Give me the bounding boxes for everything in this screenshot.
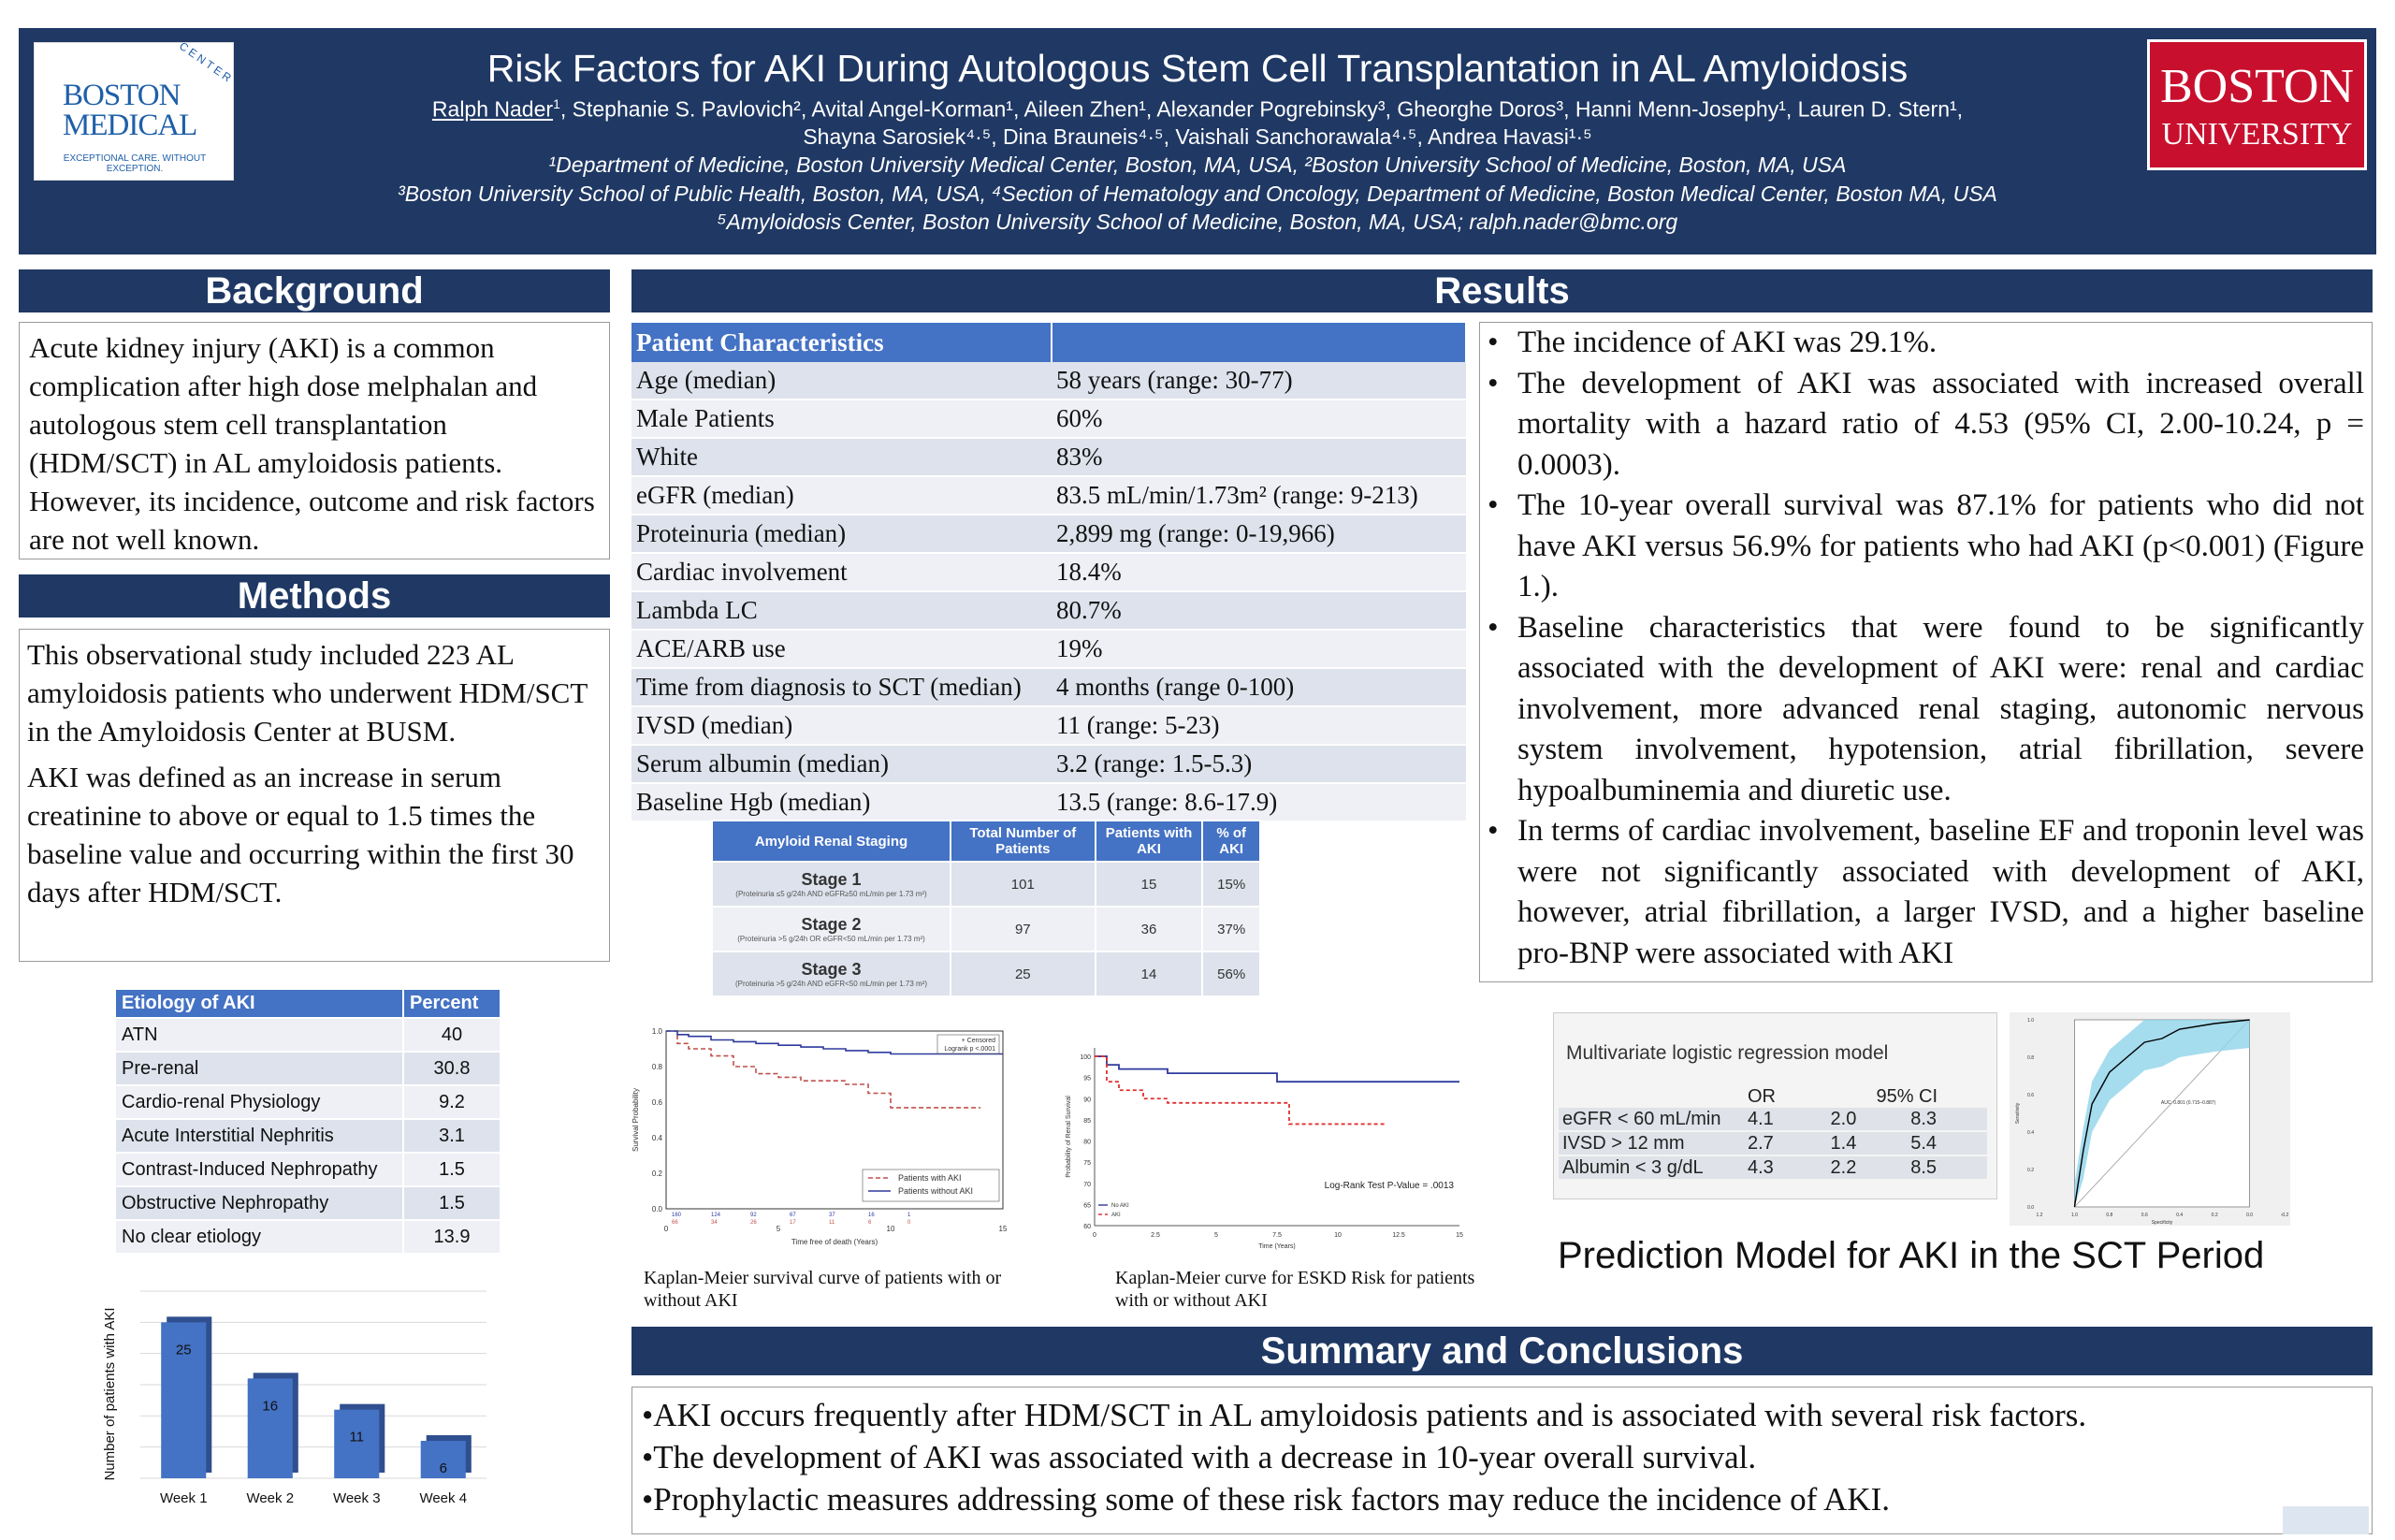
series-line (1095, 1056, 1386, 1124)
pc-label-cell: IVSD (median) (631, 706, 1052, 745)
x-tick-label: 2.5 (1151, 1232, 1160, 1239)
series-line (666, 1031, 980, 1108)
y-axis-label: Sensitivity (2015, 1102, 2021, 1125)
x-axis-label: Time (Years) (1258, 1243, 1296, 1250)
y-axis-label: Survival Probability (631, 1087, 640, 1153)
table-row (115, 1186, 501, 1220)
boston-university-logo (2147, 39, 2367, 170)
eskd-caption: Kaplan-Meier curve for ESKD Risk for patients with or without AKI (1115, 1268, 1475, 1311)
percent-cell: 1.5 (403, 1186, 501, 1220)
boston-medical-center-logo (34, 38, 237, 181)
y-tick-label: 0.0 (2027, 1205, 2034, 1211)
x-tick-label: 7.5 (1272, 1232, 1282, 1239)
logrank-annotation: Logrank p <.0001 (944, 1046, 995, 1053)
staging-aki-cell: 36 (1096, 907, 1203, 952)
pc-label-cell: eGFR (median) (631, 476, 1052, 515)
risk-table-value: 0 (907, 1220, 911, 1226)
bar-value-label: 16 (262, 1398, 279, 1415)
etiology-cell: Contrast-Induced Nephropathy (115, 1153, 403, 1186)
table-row (712, 862, 1260, 907)
km-caption: Kaplan-Meier survival curve of patients with or without AKI (644, 1268, 1002, 1311)
table-row (1559, 1108, 1987, 1131)
pc-value-cell: 13.5 (range: 8.6-17.9) (1052, 783, 1466, 821)
x-tick-label: 15 (1456, 1232, 1463, 1239)
staging-header-row (712, 821, 1260, 862)
y-tick-label: 0.2 (651, 1170, 662, 1178)
auc-annotation: AUC: 0.801 (0.715–0.887) (2160, 1100, 2216, 1106)
staging-total-cell: 101 (951, 862, 1096, 907)
risk-table-value: 67 (790, 1213, 796, 1218)
table-row (115, 1153, 501, 1186)
patient-characteristics-table (631, 323, 1467, 822)
stage-label: Stage 2 (801, 915, 862, 934)
x-tick-label: 10 (1334, 1232, 1342, 1239)
summary-line: •The development of AKI was associated with a decrease in 10-year overall survival. (642, 1439, 1757, 1475)
risk-table-value: 26 (750, 1220, 757, 1226)
background-box (19, 322, 610, 559)
pc-col-header-2 (1052, 323, 1466, 362)
risk-table-value: 92 (750, 1213, 757, 1218)
y-tick-label: 95 (1083, 1075, 1091, 1082)
corner-placeholder (2283, 1506, 2369, 1534)
y-tick-label: 0.8 (2027, 1055, 2034, 1061)
legend-label: No AKI (1111, 1203, 1129, 1209)
x-tick-label: 1.2 (2036, 1213, 2043, 1218)
y-tick-label: 0.6 (651, 1098, 662, 1107)
affiliation-line-3: ⁵Amyloidosis Center, Boston University School of Medicine, Boston, MA, USA; ralph.nader@bmc.org (717, 210, 1678, 234)
table-row (712, 907, 1260, 952)
affiliation-line-2: ³Boston University School of Public Health, Boston, MA, USA, ⁴Section of Hematology and Oncology, Department of Medicine, Boston Medical Center, Boston MA, USA (398, 182, 1997, 206)
results-bullet-list (1480, 323, 2372, 974)
risk-table-value: 37 (829, 1213, 835, 1218)
pc-label-cell: ACE/ARB use (631, 630, 1052, 668)
table-row (631, 553, 1466, 591)
percent-cell: 9.2 (403, 1085, 501, 1119)
staging-col-header: Amyloid Renal Staging (712, 821, 951, 862)
risk-table-value: 6 (868, 1220, 872, 1226)
etiology-header-row (115, 989, 501, 1018)
percent-cell: 1.5 (403, 1153, 501, 1186)
x-tick-label: -0.2 (2280, 1213, 2289, 1218)
aki-col-header: Patients with AKI (1096, 821, 1203, 862)
stage-cell (712, 952, 951, 996)
y-tick-label: 75 (1083, 1160, 1091, 1168)
results-bullet: • In terms of cardiac involvement, baseline EF and troponin level was were not significantly associated with development of AKI, however, atrial fibrillation, a larger IVSD, and a higher baseline pro-BNP were associated with AKI (1517, 811, 2364, 974)
table-row (1559, 1131, 1987, 1155)
background-heading: Background (19, 269, 610, 312)
y-tick-label: 0.8 (651, 1063, 662, 1071)
methods-paragraph-1: This observational study included 223 AL amyloidosis patients who underwent HDM/SCT in the Amyloidosis Center at BUSM. (27, 638, 588, 748)
mv-col-header (1559, 1085, 1744, 1108)
pc-label-cell: Serum albumin (median) (631, 745, 1052, 783)
pc-label-cell: Baseline Hgb (median) (631, 783, 1052, 821)
table-row (115, 1018, 501, 1052)
etiology-cell: ATN (115, 1018, 403, 1052)
pc-label-cell: Male Patients (631, 400, 1052, 438)
staging-pct-cell: 56% (1202, 952, 1260, 996)
legend-label: AKI (1111, 1213, 1121, 1218)
bmc-logo-line1: BOSTON (63, 79, 181, 112)
mv-variable-cell: IVSD > 12 mm (1559, 1131, 1744, 1155)
y-tick-label: 1.0 (651, 1027, 662, 1036)
legend-label: Patients without AKI (898, 1186, 974, 1196)
y-tick-label: 0.2 (2027, 1168, 2034, 1173)
risk-table-value: 34 (711, 1220, 718, 1226)
table-row (631, 515, 1466, 553)
staging-total-cell: 97 (951, 907, 1096, 952)
table-row (631, 668, 1466, 706)
pc-value-cell: 4 months (range 0-100) (1052, 668, 1466, 706)
pc-value-cell: 2,899 mg (range: 0-19,966) (1052, 515, 1466, 553)
y-tick-label: 1.0 (2027, 1018, 2034, 1024)
y-tick-label: 85 (1083, 1117, 1091, 1125)
bmc-logo-tagline: EXCEPTIONAL CARE. WITHOUT EXCEPTION. (63, 153, 207, 174)
y-tick-label: 0.4 (651, 1134, 662, 1142)
etiology-cell: Cardio-renal Physiology (115, 1085, 403, 1119)
percent-cell: 13.9 (403, 1220, 501, 1254)
y-tick-label: 100 (1080, 1054, 1091, 1062)
pc-col-header: Patient Characteristics (631, 323, 1052, 362)
authors-line-2: Shayna Sarosiek⁴·⁵, Dina Brauneis⁴·⁵, Vaishali Sanchorawala⁴·⁵, Andrea Havasi¹·⁵ (803, 124, 1592, 149)
table-row (631, 630, 1466, 668)
y-tick-label: 65 (1083, 1202, 1091, 1210)
results-bullet: • Baseline characteristics that were found to be significantly associated with the development of AKI were: renal and cardiac involvement, more advanced renal staging, autonomic nervous system involvement, hypotension, atrial fibrillation, severe hypoalbuminemia and diuretic use. (1517, 608, 2364, 812)
pc-value-cell: 60% (1052, 400, 1466, 438)
etiology-cell: No clear etiology (115, 1220, 403, 1254)
risk-table-value: 66 (672, 1220, 678, 1226)
mv-or-cell: 4.1 (1744, 1108, 1827, 1131)
presenting-author: Ralph Nader (431, 96, 554, 122)
logrank-annotation: Log-Rank Test P-Value = .0013 (1324, 1181, 1454, 1191)
pc-value-cell: 58 years (range: 30-77) (1052, 362, 1466, 400)
x-tick-label: 5 (776, 1225, 781, 1233)
risk-table-value: 160 (672, 1213, 682, 1218)
mv-ci-high-cell: 5.4 (1907, 1131, 1987, 1155)
table-row (631, 400, 1466, 438)
y-axis-label: Number of patients with AKI (102, 1307, 118, 1481)
mv-or-header: OR (1748, 1085, 1776, 1107)
stage-criteria: (Proteinuria >5 g/24h OR eGFR<50 mL/min per 1.73 m²) (737, 935, 925, 943)
stage-criteria: (Proteinuria >5 g/24h AND eGFR<50 mL/min per 1.73 m²) (735, 980, 927, 988)
y-tick-label: 0.0 (651, 1205, 662, 1213)
table-row (631, 591, 1466, 630)
table-row (631, 476, 1466, 515)
y-tick-label: 0.6 (2027, 1093, 2034, 1098)
risk-table-value: 124 (711, 1213, 721, 1218)
pc-value-cell: 19% (1052, 630, 1466, 668)
methods-heading: Methods (19, 574, 610, 617)
authors-line-1 (281, 96, 2114, 123)
bar-value-label: 6 (439, 1460, 447, 1476)
pc-value-cell: 18.4% (1052, 553, 1466, 591)
table-row (115, 1220, 501, 1254)
bmc-logo-line2: MEDICAL (63, 109, 197, 142)
mv-ci-high-cell: 8.3 (1907, 1108, 1987, 1131)
stage-cell (712, 862, 951, 907)
table-row (115, 1052, 501, 1085)
results-findings-box (1479, 322, 2373, 982)
etiology-cell: Pre-renal (115, 1052, 403, 1085)
bar-value-label: 11 (349, 1429, 365, 1446)
y-axis-label: Probability of Renal Survival (1066, 1096, 1072, 1178)
renal-staging-table (711, 820, 1261, 997)
stage-cell (712, 907, 951, 952)
prediction-model-title: Prediction Model for AKI in the SCT Period (1558, 1235, 2265, 1276)
percent-cell: 30.8 (403, 1052, 501, 1085)
x-tick-label: Week 4 (419, 1490, 468, 1506)
affiliation-line-1: ¹Department of Medicine, Boston University Medical Center, Boston, MA, USA, ²Boston University School of Medicine, Boston, MA, USA (548, 153, 1847, 177)
x-tick-label: 0.0 (2246, 1213, 2254, 1218)
table-row (115, 1119, 501, 1153)
x-axis-label: Specificity (2151, 1220, 2173, 1226)
bar-value-label: 25 (175, 1342, 192, 1358)
table-row (631, 783, 1466, 821)
staging-pct-cell: 15% (1202, 862, 1260, 907)
stage-label: Stage 1 (801, 870, 862, 889)
results-bullet: • The 10-year overall survival was 87.1% for patients who did not have AKI versus 56.9% for patients who had AKI (p<0.001) (Figure 1.). (1517, 486, 2364, 608)
etiology-cell: Acute Interstitial Nephritis (115, 1119, 403, 1153)
background-text: Acute kidney injury (AKI) is a common complication after high dose melphalan and autologous stem cell transplantation (HDM/SCT) in AL amyloidosis patients. However, its incidence, outcome and risk factors are not well known. (29, 331, 595, 556)
y-tick-label: 70 (1083, 1181, 1091, 1188)
x-tick-label: Week 3 (332, 1490, 381, 1506)
pc-value-cell: 83% (1052, 438, 1466, 476)
mv-variable-cell: eGFR < 60 mL/min (1559, 1108, 1744, 1131)
table-row (631, 745, 1466, 783)
results-bullet: • The development of AKI was associated with increased overall mortality with a hazard ratio of 4.53 (95% CI, 2.00-10.24, p = 0.0003). (1517, 364, 2364, 487)
authors-rest: , Stephanie S. Pavlovich², Avital Angel-Korman¹, Aileen Zhen¹, Alexander Pogrebinsky³, Gheorghe Doros³, Hanni Menn-Josephy¹, Lauren D. Stern¹, (559, 96, 1964, 122)
percent-cell: 40 (403, 1018, 501, 1052)
pc-label-cell: Time from diagnosis to SCT (median) (631, 668, 1052, 706)
censored-label: + Censored (961, 1038, 995, 1044)
pc-value-cell: 83.5 mL/min/1.73m² (range: 9-213) (1052, 476, 1466, 515)
pc-label-cell: Proteinuria (median) (631, 515, 1052, 553)
series-line (1095, 1056, 1459, 1082)
x-tick-label: 0 (663, 1225, 669, 1233)
staging-aki-cell: 14 (1096, 952, 1203, 996)
mv-ci-low-cell: 2.0 (1827, 1108, 1908, 1131)
x-tick-label: 15 (998, 1225, 1008, 1233)
mv-ci-header: 95% CI (1876, 1085, 1938, 1107)
staging-total-cell: 25 (951, 952, 1096, 996)
table-row (1559, 1155, 1987, 1180)
mv-ci-low-cell: 2.2 (1827, 1155, 1908, 1180)
x-tick-label: Week 2 (246, 1490, 295, 1506)
etiology-cell: Obstructive Nephropathy (115, 1186, 403, 1220)
poster-title: Risk Factors for AKI During Autologous Stem Cell Transplantation in AL Amyloidosis (486, 47, 1909, 90)
x-tick-label: 0.8 (2106, 1213, 2113, 1218)
staging-pct-cell: 37% (1202, 907, 1260, 952)
legend-label: Patients with AKI (898, 1173, 962, 1183)
presenting-author-sup: 1 (553, 96, 560, 111)
pc-label-cell: Age (median) (631, 362, 1052, 400)
results-bullet: • The incidence of AKI was 29.1%. (1517, 323, 2364, 364)
km-survival-chart (629, 1022, 1040, 1265)
summary-line: •AKI occurs frequently after HDM/SCT in AL amyloidosis patients and is associated with several risk factors. (642, 1397, 2087, 1433)
stage-criteria: (Proteinuria ≤5 g/24h AND eGFR≥50 mL/min per 1.73 m²) (735, 890, 927, 898)
bmc-logo-arc: CENTER (177, 38, 237, 87)
pc-value-cell: 11 (range: 5-23) (1052, 706, 1466, 745)
percent-col-header: Percent (403, 989, 501, 1018)
risk-table-value: 17 (790, 1220, 796, 1226)
methods-paragraph-2: AKI was defined as an increase in serum creatinine to above or equal to 1.5 times the baseline value and occurring within the first 30 days after HDM/SCT. (27, 761, 574, 908)
y-tick-label: 0.4 (2027, 1130, 2034, 1136)
total-col-header: Total Number of Patients (951, 821, 1096, 862)
bu-logo-line2: UNIVERSITY (2161, 117, 2353, 152)
x-tick-label: 0.6 (2141, 1213, 2148, 1218)
pc-value-cell: 80.7% (1052, 591, 1466, 630)
pc-value-cell: 3.2 (range: 1.5-5.3) (1052, 745, 1466, 783)
mv-header-row (1559, 1085, 1987, 1108)
table-row (115, 1085, 501, 1119)
x-tick-label: 0 (1093, 1232, 1096, 1239)
y-tick-label: 90 (1083, 1097, 1091, 1104)
x-tick-label: 5 (1214, 1232, 1218, 1239)
table-row (712, 952, 1260, 996)
mv-or-cell: 4.3 (1744, 1155, 1827, 1180)
results-heading: Results (631, 269, 2373, 312)
staging-aki-cell: 15 (1096, 862, 1203, 907)
risk-table-value: 16 (868, 1213, 875, 1218)
etiology-table (114, 988, 501, 1255)
x-tick-label: Week 1 (159, 1490, 208, 1506)
percent-cell: 3.1 (403, 1119, 501, 1153)
bar (248, 1378, 293, 1478)
roc-curve-chart (2010, 1012, 2290, 1226)
multivariate-table (1559, 1085, 1987, 1181)
x-tick-label: 1.0 (2070, 1213, 2078, 1218)
methods-box (19, 629, 610, 962)
etiology-col-header: Etiology of AKI (115, 989, 403, 1018)
summary-box (631, 1387, 2373, 1534)
table-row (631, 362, 1466, 400)
risk-table-value: 11 (829, 1220, 835, 1226)
y-tick-label: 80 (1083, 1139, 1091, 1146)
table-row (631, 706, 1466, 745)
multivariate-title: Multivariate logistic regression model (1566, 1042, 1889, 1064)
aki-by-week-bar-chart (94, 1282, 505, 1525)
table-row (631, 438, 1466, 476)
bu-logo-line1: BOSTON (2159, 60, 2355, 113)
risk-table-value: 1 (907, 1213, 911, 1218)
mv-ci-high-cell: 8.5 (1907, 1155, 1987, 1180)
pc-label-cell: Lambda LC (631, 591, 1052, 630)
y-tick-label: 60 (1083, 1224, 1091, 1230)
x-tick-label: 0.4 (2176, 1213, 2184, 1218)
x-tick-label: 10 (886, 1225, 895, 1233)
mv-ci-low-cell: 1.4 (1827, 1131, 1908, 1155)
stage-label: Stage 3 (801, 960, 862, 979)
pc-header-row (631, 323, 1466, 362)
pc-label-cell: White (631, 438, 1052, 476)
pct-col-header: % of AKI (1202, 821, 1260, 862)
x-axis-label: Time free of death (Years) (791, 1238, 878, 1246)
eskd-chart (1057, 1029, 1497, 1263)
x-tick-label: 12.5 (1392, 1232, 1405, 1239)
mv-or-cell: 2.7 (1744, 1131, 1827, 1155)
x-tick-label: 0.2 (2211, 1213, 2218, 1218)
summary-heading: Summary and Conclusions (631, 1327, 2373, 1375)
summary-line: •Prophylactic measures addressing some of these risk factors may reduce the incidence of AKI. (642, 1481, 1891, 1518)
mv-variable-cell: Albumin < 3 g/dL (1559, 1155, 1744, 1180)
pc-label-cell: Cardiac involvement (631, 553, 1052, 591)
